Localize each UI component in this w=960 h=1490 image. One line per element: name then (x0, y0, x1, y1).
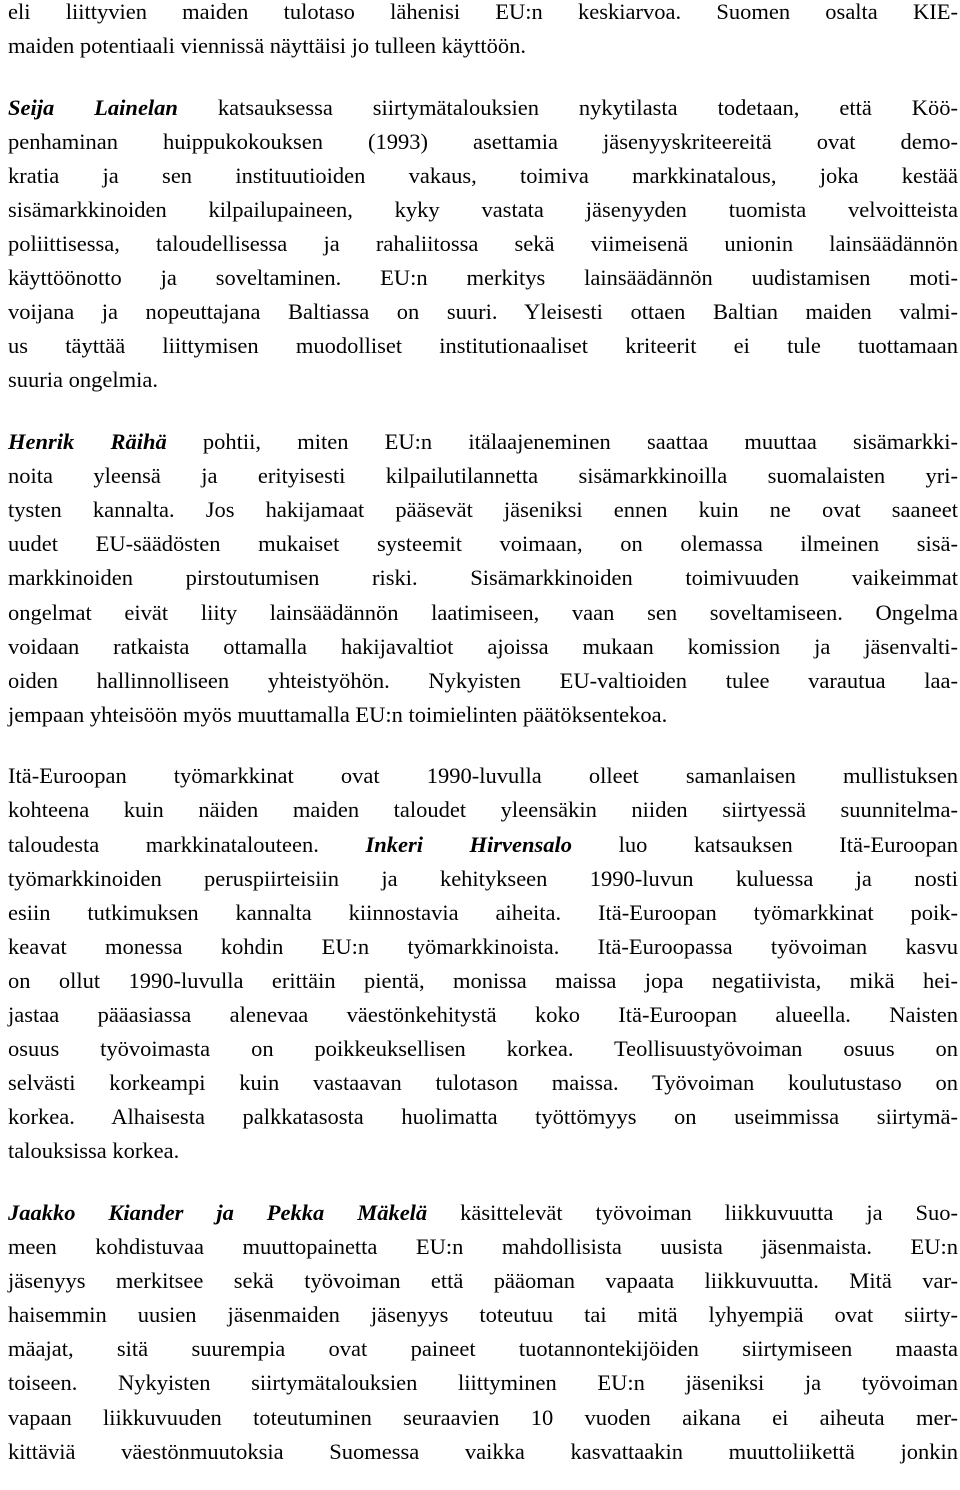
text-line (8, 759, 958, 793)
document-page (8, 0, 958, 1469)
text-segment: tysten kannalta. Jos hakijamaat pääsevät jäseniksi ennen kuin ne ovat saaneet (8, 497, 958, 523)
text-line (8, 998, 958, 1032)
author-name: Seija Lainelan (8, 94, 178, 120)
text-line (8, 261, 958, 295)
text-segment: ongelmat eivät liity lainsäädännön laatimiseen, vaan sen soveltamiseen. Ongelma (8, 599, 958, 625)
text-line (8, 1264, 958, 1298)
text-segment: noita yleensä ja erityisesti kilpailutilannetta sisämarkkinoilla suomalaisten yri- (8, 463, 958, 489)
author-name: Inkeri Hirvensalo (365, 831, 573, 857)
paragraph (8, 0, 958, 63)
text-segment: voijana ja nopeuttajana Baltiassa on suuri. Yleisesti ottaen Baltian maiden valmi- (8, 299, 958, 325)
text-line (8, 527, 958, 561)
text-line (8, 493, 958, 527)
text-segment: us täyttää liittymisen muodolliset institutionaaliset kriteerit ei tule tuottamaan (8, 333, 958, 359)
text-segment: luo katsauksen Itä-Euroopan (572, 831, 958, 857)
text-line (8, 828, 958, 862)
text-line (8, 1298, 958, 1332)
text-segment: voidaan ratkaista ottamalla hakijavaltiot ajoissa mukaan komission ja jäsenvalti- (8, 633, 958, 659)
text-segment: selvästi korkeampi kuin vastaavan tulotason maissa. Työvoiman koulutustaso on (8, 1070, 958, 1096)
text-line (8, 125, 958, 159)
text-segment: talouksissa korkea. (8, 1138, 180, 1164)
text-segment: on ollut 1990-luvulla erittäin pientä, monissa maissa jopa negatiivista, mikä hei- (8, 967, 958, 993)
text-segment: toiseen. Nykyisten siirtymätalouksien liittyminen EU:n jäseniksi ja työvoiman (8, 1370, 958, 1396)
paragraph (8, 91, 958, 398)
text-line (8, 896, 958, 930)
text-line (8, 664, 958, 698)
text-segment: kratia ja sen instituutioiden vakaus, toimiva markkinatalous, joka kestää (8, 162, 958, 188)
text-segment: vapaan liikkuvuuden toteutuminen seuraavien 10 vuoden aikana ei aiheuta mer- (8, 1404, 958, 1430)
author-name: Henrik Räihä (8, 429, 167, 455)
text-line (8, 1134, 958, 1168)
text-segment: haisemmin uusien jäsenmaiden jäsenyys toteutuu tai mitä lyhyempiä ovat siirty- (8, 1302, 958, 1328)
text-segment: jäsenyys merkitsee sekä työvoiman että pääoman vapaata liikkuvuutta. Mitä var- (8, 1268, 958, 1294)
text-segment: suuria ongelmia. (8, 367, 158, 393)
text-line (8, 459, 958, 493)
text-line (8, 363, 958, 397)
author-name: Jaakko Kiander ja Pekka Mäkelä (8, 1200, 428, 1225)
text-line (8, 1230, 958, 1264)
text-line (8, 1100, 958, 1134)
text-line (8, 193, 958, 227)
paragraph (8, 759, 958, 1168)
paragraph-gap (8, 732, 958, 760)
paragraph (8, 425, 958, 732)
text-segment: meen kohdistuvaa muuttopainetta EU:n mahdollisista uusista jäsenmaista. EU:n (8, 1234, 958, 1260)
text-line (8, 1066, 958, 1100)
paragraph-gap (8, 398, 958, 426)
text-segment: sisämarkkinoiden kilpailupaineen, kyky vastata jäsenyyden tuomista velvoitteista (8, 196, 958, 222)
text-line (8, 793, 958, 827)
text-segment: markkinoiden pirstoutumisen riski. Sisämarkkinoiden toimivuuden vaikeimmat (8, 565, 958, 591)
text-line (8, 1032, 958, 1066)
text-line (8, 1435, 958, 1469)
text-line (8, 561, 958, 595)
text-line (8, 0, 958, 29)
text-line (8, 596, 958, 630)
text-segment: uudet EU-säädösten mukaiset systeemit voimaan, on olemassa ilmeinen sisä- (8, 531, 958, 557)
text-segment: Itä-Euroopan työmarkkinat ovat 1990-luvulla olleet samanlaisen mullistuksen (8, 763, 958, 789)
text-segment: mäajat, sitä suurempia ovat paineet tuotannontekijöiden siirtymiseen maasta (8, 1336, 958, 1362)
text-line (8, 91, 958, 125)
text-segment: keavat monessa kohdin EU:n työmarkkinoista. Itä-Euroopassa työvoiman kasvu (8, 933, 958, 959)
text-line (8, 329, 958, 363)
text-line (8, 698, 958, 732)
text-segment: käsittelevät työvoiman liikkuvuutta ja Suo- (427, 1200, 958, 1225)
text-segment: oiden hallinnolliseen yhteistyöhön. Nykyisten EU-valtioiden tulee varautua laa- (8, 667, 958, 693)
text-segment: jastaa pääasiassa alenevaa väestönkehitystä koko Itä-Euroopan alueella. Naisten (8, 1002, 958, 1028)
text-segment: osuus työvoimasta on poikkeuksellisen korkea. Teollisuustyövoiman osuus on (8, 1036, 958, 1062)
text-line (8, 29, 958, 63)
text-line (8, 425, 958, 459)
text-segment: käyttöönotto ja soveltaminen. EU:n merkitys lainsäädännön uudistamisen moti- (8, 265, 958, 291)
text-line (8, 227, 958, 261)
text-segment: taloudesta markkinatalouteen. (8, 831, 366, 857)
text-line (8, 964, 958, 998)
text-segment: poliittisessa, taloudellisessa ja rahaliitossa sekä viimeisenä unionin lainsäädännön (8, 231, 958, 257)
text-line (8, 930, 958, 964)
paragraph-gap (8, 63, 958, 91)
text-line (8, 1366, 958, 1400)
text-segment: jempaan yhteisöön myös muuttamalla EU:n toimielinten päätöksentekoa. (8, 701, 668, 727)
text-segment: maiden potentiaali viennissä näyttäisi jo tulleen käyttöön. (8, 33, 527, 59)
text-line (8, 630, 958, 664)
text-line (8, 862, 958, 896)
text-line (8, 159, 958, 193)
text-line (8, 1332, 958, 1366)
text-segment: työmarkkinoiden peruspiirteisiin ja kehitykseen 1990-luvun kuluessa ja nosti (8, 865, 958, 891)
paragraph (8, 1196, 958, 1469)
text-line (8, 1401, 958, 1435)
text-segment: kittäviä väestönmuutoksia Suomessa vaikka kasvattaakin muuttoliikettä jonkin (8, 1438, 958, 1464)
text-segment: esiin tutkimuksen kannalta kiinnostavia aiheita. Itä-Euroopan työmarkkinat poik- (8, 899, 958, 925)
text-segment: kohteena kuin näiden maiden taloudet yleensäkin niiden siirtyessä suunnitelma- (8, 797, 958, 823)
text-segment: pohtii, miten EU:n itälaajeneminen saattaa muuttaa sisämarkki- (166, 429, 959, 455)
text-line (8, 1196, 958, 1230)
text-line (8, 295, 958, 329)
text-segment: penhaminan huippukokouksen (1993) asettamia jäsenyyskriteereitä ovat demo- (8, 128, 958, 154)
text-segment: katsauksessa siirtymätalouksien nykytilasta todetaan, että Köö- (177, 94, 959, 120)
text-segment: eli liittyvien maiden tulotaso lähenisi EU:n keskiarvoa. Suomen osalta KIE- (8, 0, 958, 24)
text-segment: korkea. Alhaisesta palkkatasosta huolimatta työttömyys on useimmissa siirtymä- (8, 1104, 958, 1130)
paragraph-gap (8, 1169, 958, 1197)
